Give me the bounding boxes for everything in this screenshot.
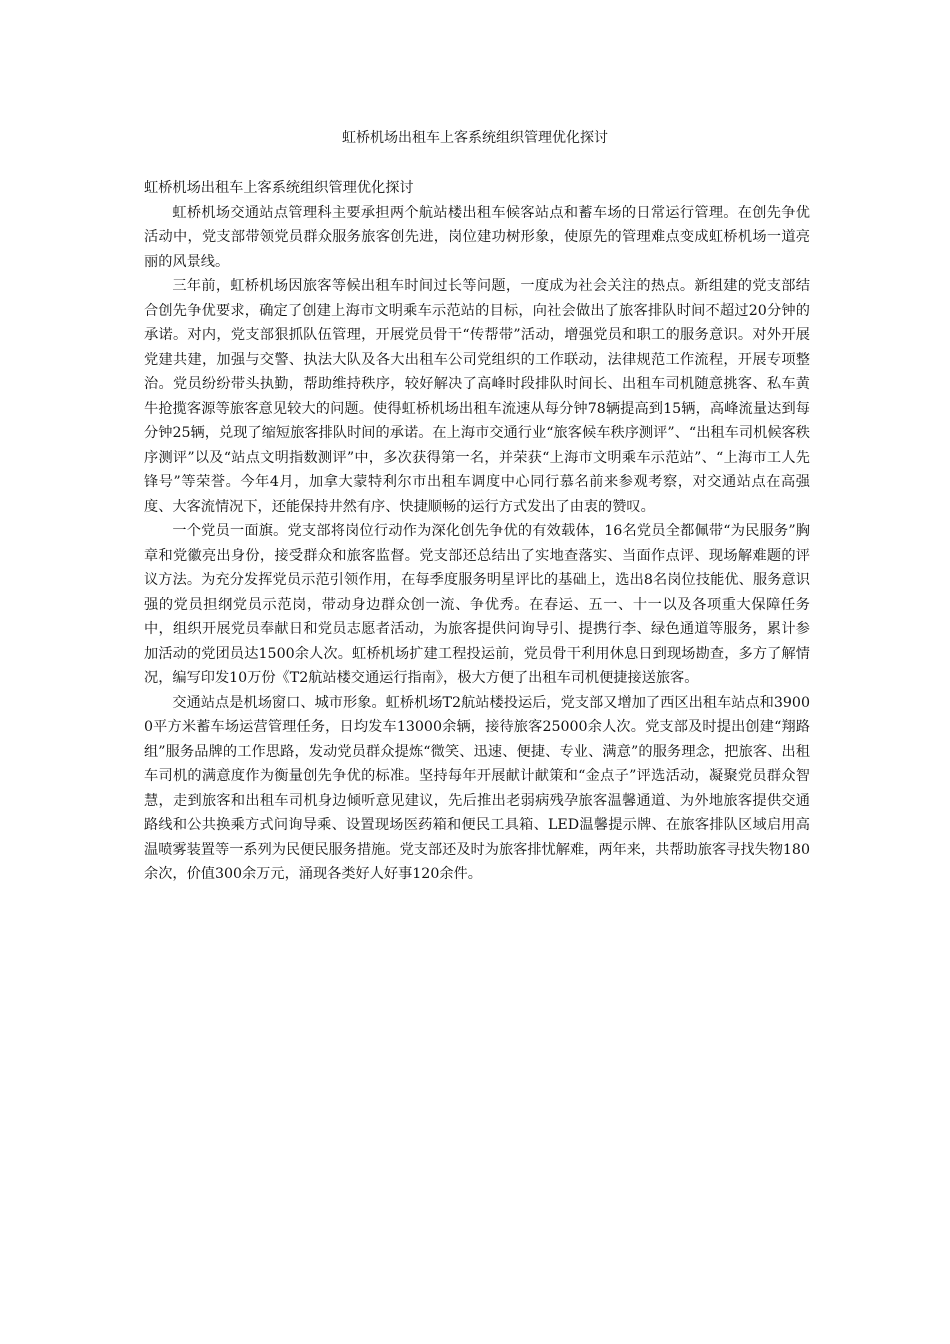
document-body [144, 176, 810, 887]
paragraph-2: 三年前，虹桥机场因旅客等候出租车时间过长等问题，一度成为社会关注的热点。新组建的党支部结合创先争优要求，确定了创建上海市文明乘车示范站的目标，向社会做出了旅客排队时间不超过20分钟的承诺。对内，党支部狠抓队伍管理，开展党员骨干“传帮带”活动，增强党员和职工的服务意识。对外开展党建共建，加强与交警、执法大队及各大出租车公司党组织的工作联动，法律规范工作流程，开展专项整治。党员纷纷带头执勤，帮助维持秩序，较好解决了高峰时段排队时间长、出租车司机随意挑客、私车黄牛抢揽客源等旅客意见较大的问题。使得虹桥机场出租车流速从每分钟78辆提高到15辆，高峰流量达到每分钟25辆，兑现了缩短旅客排队时间的承诺。在上海市交通行业“旅客候车秩序测评”、“出租车司机候客秩序测评”以及“站点文明指数测评”中，多次获得第一名，并荣获“上海市文明乘车示范站”、“上海市工人先锋号”等荣誉。今年4月，加拿大蒙特利尔市出租车调度中心同行慕名前来参观考察，对交通站点在高强度、大客流情况下，还能保持井然有序、快捷顺畅的运行方式发出了由衷的赞叹。 [144, 278, 810, 515]
document-title: 虹桥机场出租车上客系统组织管理优化探讨 [342, 130, 608, 146]
paragraph-3: 一个党员一面旗。党支部将岗位行动作为深化创先争优的有效载体，16名党员全都佩带“为民服务”胸章和党徽亮出身份，接受群众和旅客监督。党支部还总结出了实地查落实、当面作点评、现场解难题的评议方法。为充分发挥党员示范引领作用，在每季度服务明星评比的基础上，选出8名岗位技能优、服务意识强的党员担纲党员示范岗，带动身边群众创一流、争优秀。在春运、五一、十一以及各项重大保障任务中，组织开展党员奉献日和党员志愿者活动，为旅客提供问询导引、提携行李、绿色通道等服务，累计参加活动的党团员达1500余人次。虹桥机场扩建工程投运前，党员骨干利用休息日到现场勘查，多方了解情况，编写印发10万份《T2航站楼交通运行指南》，极大方便了出租车司机便捷接送旅客。 [144, 523, 810, 686]
paragraph-1: 虹桥机场交通站点管理科主要承担两个航站楼出租车候客站点和蓄车场的日常运行管理。在创先争优活动中，党支部带领党员群众服务旅客创先进，岗位建功树形象，使原先的管理难点变成虹桥机场一道亮丽的风景线。 [144, 204, 810, 270]
document-subtitle: 虹桥机场出租车上客系统组织管理优化探讨 [144, 180, 414, 196]
paragraph-4: 交通站点是机场窗口、城市形象。虹桥机场T2航站楼投运后，党支部又增加了西区出租车站点和39000平方米蓄车场运营管理任务，日均发车13000余辆，接待旅客25000余人次。党支部及时提出创建“翔路组”服务品牌的工作思路，发动党员群众提炼“微笑、迅速、便捷、专业、满意”的服务理念，把旅客、出租车司机的满意度作为衡量创先争优的标准。坚持每年开展献计献策和“金点子”评选活动，凝聚党员群众智慧，走到旅客和出租车司机身边倾听意见建议，先后推出老弱病残孕旅客温馨通道、为外地旅客提供交通路线和公共换乘方式问询导乘、设置现场医药箱和便民工具箱、LED温馨提示牌、在旅客排队区域启用高温喷雾装置等一系列为民便民服务措施。党支部还及时为旅客排忧解难，两年来，共帮助旅客寻找失物180余次，价值300余万元，涌现各类好人好事120余件。 [144, 694, 810, 882]
